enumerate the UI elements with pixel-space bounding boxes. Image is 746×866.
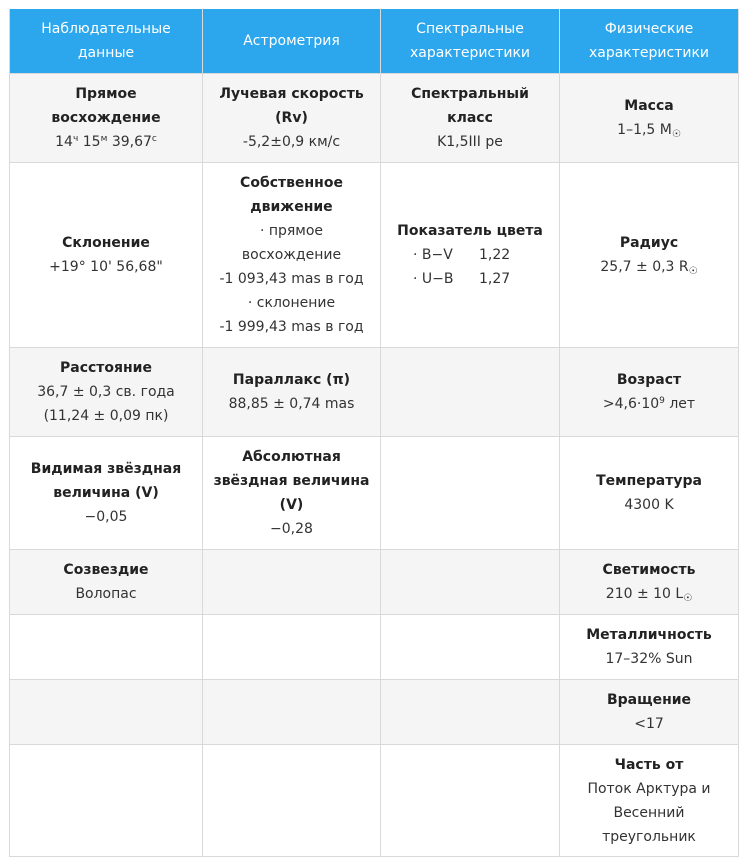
proper-motion-ra-label: · прямое восхождение (241, 223, 342, 263)
spectral-class-value: K1,5III pe (437, 134, 503, 150)
sun-symbol: ☉ (671, 129, 681, 140)
empty-cell (381, 615, 560, 680)
color-index-row-bv: · B−V 1,22 (413, 247, 511, 263)
radial-velocity-value: -5,2±0,9 км/с (242, 134, 341, 150)
age-value: $>4,6\cdot 10^9$ лет (602, 396, 696, 412)
metallicity-label: Металличность (586, 627, 712, 643)
empty-cell (381, 745, 560, 857)
proper-motion-label: Собственное движение (240, 175, 343, 215)
temperature-value: 4300 K (624, 497, 674, 513)
empty-cell (10, 680, 203, 745)
header-physical: Физические характеристики (560, 9, 739, 74)
table-row (10, 348, 739, 437)
proper-motion-cell (203, 163, 381, 348)
constellation-label: Созвездие (63, 562, 149, 578)
dec-label: Склонение (62, 235, 150, 251)
table-row (10, 550, 739, 615)
abs-mag-label: Абсолютная звёздная величина (V) (213, 449, 370, 513)
apparent-mag-label: Видимая звёздная величина (V) (30, 461, 182, 501)
parallax-cell (203, 348, 381, 437)
temperature-cell (560, 437, 739, 550)
spectral-class-cell (381, 74, 560, 163)
rotation-cell (560, 680, 739, 745)
table-row (10, 437, 739, 550)
sun-symbol: ☉ (683, 593, 693, 604)
empty-cell (10, 745, 203, 857)
sun-symbol: ☉ (688, 266, 698, 277)
metallicity-cell (560, 615, 739, 680)
metallicity-value: 17–32% Sun (605, 651, 693, 667)
mass-label: Масса (624, 98, 674, 114)
distance-value: 36,7 ± 0,3 св. года (11,24 ± 0,09 пк) (37, 384, 175, 424)
luminosity-label: Светимость (602, 562, 696, 578)
table-row (10, 74, 739, 163)
age-cell (560, 348, 739, 437)
rotation-label: Вращение (606, 692, 692, 708)
part-of-value: Поток Арктура и Весенний треугольник (587, 780, 711, 845)
empty-cell (203, 550, 381, 615)
table-row (10, 680, 739, 745)
apparent-mag-cell (10, 437, 203, 550)
table-row (10, 615, 739, 680)
header-spectral: Спектральные характеристики (381, 9, 560, 74)
ra-label: Прямое восхождение (51, 86, 161, 126)
empty-cell (381, 348, 560, 437)
constellation-value: Волопас (75, 586, 137, 602)
color-index-row-ub: · U−B 1,27 (413, 271, 511, 287)
table-row (10, 163, 739, 348)
radial-velocity-label: Лучевая скорость (Rv) (219, 86, 364, 126)
part-of-label: Часть от (614, 756, 684, 773)
empty-cell (203, 745, 381, 857)
header-astrometry: Астрометрия (203, 9, 381, 74)
parallax-label: Параллакс (π) (232, 372, 351, 388)
spectral-class-label: Спектральный класс (411, 86, 529, 126)
distance-label: Расстояние (59, 360, 152, 376)
apparent-mag-value: −0,05 (84, 509, 128, 525)
age-label: Возраст (616, 372, 682, 388)
dec-cell (10, 163, 203, 348)
part-of-cell (560, 745, 739, 857)
luminosity-value: 210 ± 10 $L_☉$ (605, 586, 693, 604)
rotation-value: <17 (634, 716, 664, 732)
header-row (10, 9, 739, 74)
luminosity-cell (560, 550, 739, 615)
ra-value: $14^ч$ $15^м$ $39,67^с$ (55, 134, 157, 150)
dec-value: +19° 10' 56,68" (49, 259, 163, 275)
proper-motion-dec-value: -1 999,43 mas в год (219, 319, 364, 335)
radius-value: 25,7 ± 0,3 $R_☉$ (600, 259, 698, 277)
parallax-value: 88,85 ± 0,74 mas (228, 396, 355, 412)
abs-mag-cell (203, 437, 381, 550)
proper-motion-dec-label: · склонение (247, 295, 336, 311)
radial-velocity-cell (203, 74, 381, 163)
abs-mag-value: −0,28 (270, 521, 313, 537)
empty-cell (381, 550, 560, 615)
mass-cell (560, 74, 739, 163)
empty-cell (203, 615, 381, 680)
mass-value: 1–1,5 $M_☉$ (617, 122, 681, 140)
radius-label: Радиус (619, 235, 679, 251)
header-observational: Наблюдательные данные (10, 9, 203, 74)
empty-cell (381, 680, 560, 745)
ra-cell (10, 74, 203, 163)
table-row (10, 745, 739, 857)
temperature-label: Температура (596, 473, 702, 489)
color-index-label: Показатель цвета (397, 223, 543, 239)
radius-cell (560, 163, 739, 348)
empty-cell (203, 680, 381, 745)
empty-cell (381, 437, 560, 550)
color-index-cell (381, 163, 560, 348)
star-data-table (9, 9, 739, 857)
distance-cell (10, 348, 203, 437)
proper-motion-ra-value: -1 093,43 mas в год (219, 271, 364, 287)
empty-cell (10, 615, 203, 680)
constellation-cell (10, 550, 203, 615)
